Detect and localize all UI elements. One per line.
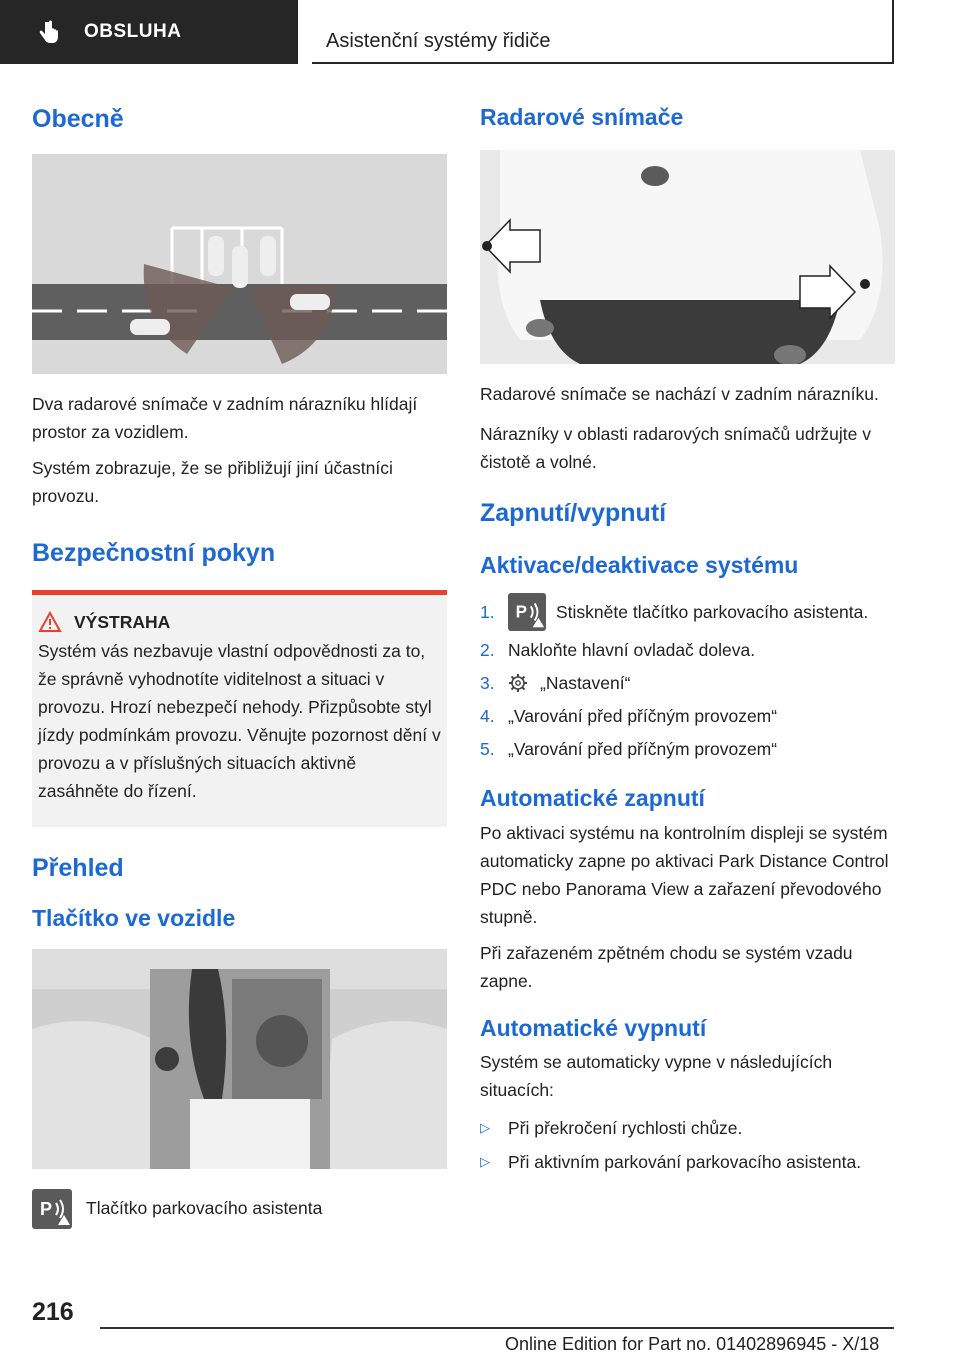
- left-column: [32, 100, 447, 1229]
- radar-text-2: Nárazníky v oblasti radarových snímačů udržujte v čistotě a volné.: [480, 423, 871, 472]
- list-item: 1. P Stiskněte tlačítko parkovacího asistenta.: [480, 593, 895, 631]
- activation-steps: [480, 593, 895, 763]
- park-assist-button-icon: [508, 593, 546, 631]
- rear-bumper-illustration: [480, 150, 895, 364]
- heading-safety: Bezpečnostní pokyn: [32, 539, 276, 567]
- auto-off-list: [480, 1114, 895, 1176]
- heading-button: Tlačítko ve vozidle: [32, 905, 236, 931]
- hand-icon: [36, 19, 62, 45]
- chapter-header: [312, 0, 894, 64]
- general-text-2: Systém zobrazuje, že se přibližují jiní účastníci provozu.: [32, 458, 393, 506]
- bullet-triangle-icon: ▷: [480, 1120, 490, 1136]
- list-item: ▷ Při překročení rychlosti chůze.: [480, 1114, 895, 1142]
- auto-off-text: Systém se automaticky vypne v následujících situacích:: [480, 1052, 833, 1101]
- svg-text:P: P: [40, 1198, 53, 1219]
- list-item: 4. „Varování před příčným provozem“: [480, 706, 778, 727]
- list-item: 3. „Nastavení“: [480, 673, 631, 694]
- edition-text: Online Edition for Part no. 01402896945 - X/18: [505, 1334, 880, 1354]
- radar-text-1: Radarové snímače se nachází v zadním nárazníku.: [480, 383, 879, 404]
- heading-overview: Přehled: [32, 854, 124, 882]
- bullet-triangle-icon: ▷: [480, 1154, 490, 1170]
- auto-on-text-2: Při zařazeném zpětném chodu se systém vzadu zapne.: [480, 942, 853, 991]
- footer-divider: [100, 1327, 894, 1329]
- heading-auto-off: Automatické vypnutí: [480, 1014, 707, 1041]
- general-text-1: Dva radarové snímače v zadním nárazníku hlídají prostor za vozidlem.: [32, 394, 418, 442]
- list-item: ▷ Při aktivním parkování parkovacího asistenta.: [480, 1148, 895, 1176]
- gear-icon: [508, 673, 528, 693]
- heading-auto-on: Automatické zapnutí: [480, 785, 705, 812]
- chapter-title: Asistenční systémy řidiče: [326, 30, 551, 52]
- warning-triangle-icon: [38, 611, 62, 633]
- heading-activation: Aktivace/deaktivace systému: [480, 551, 799, 578]
- heading-radar: Radarové snímače: [480, 104, 684, 130]
- list-item: 5. „Varování před příčným provozem“: [480, 739, 778, 760]
- park-assist-button-icon: [32, 1189, 72, 1229]
- heading-onoff: Zapnutí/vypnutí: [480, 498, 667, 527]
- parking-scene-illustration: [32, 154, 447, 374]
- warning-text: Systém vás nezbavuje vlastní odpovědnosti za to, že správně vyhodnotíte viditelnost a situaci v provozu. Hrozí nebezpečí nehody. Přizpůsobte styl jízdy podmínkám provozu. Věnujte pozornost dění v provozu a v příslušných situacích aktivně zasáhněte do řízení.: [38, 641, 441, 801]
- center-console-illustration: [32, 949, 447, 1169]
- right-column: [480, 100, 895, 1182]
- section-tab: [0, 0, 298, 64]
- heading-general: Obecně: [32, 105, 124, 133]
- page-number: 216: [32, 1298, 74, 1326]
- list-item: 2. Nakloňte hlavní ovladač doleva.: [480, 640, 756, 661]
- warning-title: VÝSTRAHA: [74, 611, 171, 632]
- svg-text:P: P: [515, 602, 528, 622]
- warning-box: [32, 590, 447, 827]
- auto-on-text-1: Po aktivaci systému na kontrolním displeji se systém automaticky zapne po aktivaci Park Distance Control PDC nebo Panorama View a zařazení převodového stupně.: [480, 822, 889, 927]
- section-label: OBSLUHA: [84, 21, 182, 42]
- button-caption: Tlačítko parkovacího asistenta: [86, 1198, 323, 1219]
